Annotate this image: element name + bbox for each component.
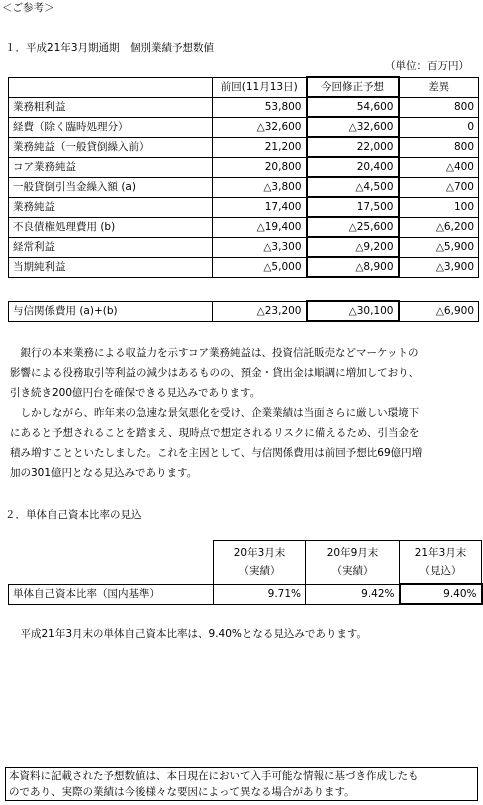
row-label: 不良債権処理費用 (b) bbox=[9, 217, 213, 237]
row-curr-value: △32,600 bbox=[307, 117, 399, 137]
col-header-line: （見込） bbox=[419, 565, 462, 577]
capital-ratio-a: 9.71% bbox=[214, 584, 306, 604]
row-prev-value: △3,800 bbox=[213, 177, 307, 197]
disclaimer-box bbox=[5, 767, 478, 801]
text-line: 積み増すことといたしました。これを主因として、与信関係費用は前回予想比69億円増 bbox=[10, 447, 423, 459]
row-curr-value: 20,400 bbox=[307, 157, 399, 177]
row-label: 業務純益（一般貸倒繰入前） bbox=[9, 137, 213, 157]
row-diff-value: 800 bbox=[399, 97, 479, 117]
text-line: 銀行の本来業務による収益力を示すコア業務純益は、投資信託販売などマーケットの bbox=[10, 347, 419, 359]
col-header-diff: 差異 bbox=[399, 77, 479, 97]
capital-ratio-label: 単体自己資本比率（国内基準） bbox=[9, 584, 214, 604]
reference-label: ＜ご参考＞ bbox=[2, 2, 55, 14]
paragraph-credit-cost bbox=[10, 403, 478, 483]
capital-ratio-table bbox=[8, 540, 483, 605]
paragraph-core-profit bbox=[10, 343, 478, 403]
col-header-line: （実績） bbox=[238, 565, 281, 578]
row-prev-value: 17,400 bbox=[213, 197, 307, 217]
row-prev-value: △32,600 bbox=[213, 117, 307, 137]
col-header-line: 20年3月末 bbox=[233, 547, 286, 560]
text-line: しかしながら、昨年来の急速な景気悪化を受け、企業業績は当面さらに厳しい環境下 bbox=[10, 407, 420, 419]
table-row bbox=[9, 97, 479, 117]
row-curr-value: 22,000 bbox=[307, 137, 399, 157]
row-prev-value: 20,800 bbox=[213, 157, 307, 177]
col-header-line: （実績） bbox=[331, 565, 374, 578]
col-header-sep-2008 bbox=[306, 541, 400, 585]
col-header-curr: 今回修正予想 bbox=[307, 77, 399, 97]
row-curr-value: △9,200 bbox=[307, 237, 399, 257]
text-line: 加の301億円となる見込みであります。 bbox=[10, 467, 198, 479]
table-row bbox=[9, 257, 479, 277]
text-line: 影響による役務取引等利益の減少はあるものの、預金・貸出金は順調に増加しており、 bbox=[10, 367, 420, 379]
header-blank bbox=[9, 77, 213, 97]
row-curr-value: △25,600 bbox=[307, 217, 399, 237]
table-row bbox=[9, 157, 479, 177]
row-diff-value: 100 bbox=[399, 197, 479, 217]
disclaimer-line: のであり、実際の業績は今後様々な要因によって異なる場合があります。 bbox=[9, 786, 355, 798]
col-header-prev: 前回(11月13日) bbox=[213, 77, 307, 97]
row-diff-value: △6,200 bbox=[399, 217, 479, 237]
row-label: 業務純益 bbox=[9, 197, 213, 217]
col-header-mar-2009 bbox=[400, 541, 482, 585]
table-row bbox=[9, 217, 479, 237]
row-diff-value: 0 bbox=[399, 117, 479, 137]
row-label: 当期純利益 bbox=[9, 257, 213, 277]
row-curr-value: △4,500 bbox=[307, 177, 399, 197]
row-curr-value: 54,600 bbox=[307, 97, 399, 117]
table-row bbox=[9, 177, 479, 197]
table-header-row bbox=[9, 541, 482, 585]
row-curr-value: 17,500 bbox=[307, 197, 399, 217]
table-row bbox=[9, 197, 479, 217]
forecast-table bbox=[8, 76, 479, 278]
row-label: 経常利益 bbox=[9, 237, 213, 257]
row-label: コア業務純益 bbox=[9, 157, 213, 177]
row-prev-value: △3,300 bbox=[213, 237, 307, 257]
row-label: 一般貸倒引当金繰入額 (a) bbox=[9, 177, 213, 197]
row-diff-value: △3,900 bbox=[399, 257, 479, 277]
unit-label: （単位：百万円） bbox=[385, 60, 469, 72]
row-diff-value: △400 bbox=[399, 157, 479, 177]
row-prev-value: 21,200 bbox=[213, 137, 307, 157]
credit-cost-label: 与信関係費用 (a)+(b) bbox=[9, 301, 213, 321]
table-row bbox=[9, 117, 479, 137]
table-row bbox=[9, 584, 482, 604]
credit-cost-table bbox=[8, 300, 479, 322]
table-row bbox=[9, 301, 479, 321]
table-row bbox=[9, 137, 479, 157]
row-prev-value: 53,800 bbox=[213, 97, 307, 117]
text-line: にあると予想されることを踏まえ、現時点で想定されるリスクに備えるため、引当金を bbox=[10, 427, 420, 439]
text-line: 引き続き200億円台を確保できる見込みであります。 bbox=[10, 387, 261, 399]
section1-title: １．平成21年3月期通期 個別業績予想数値 bbox=[5, 42, 215, 54]
capital-ratio-paragraph: 平成21年3月末の単体自己資本比率は、9.40%となる見込みであります。 bbox=[10, 628, 368, 640]
table-row bbox=[9, 237, 479, 257]
row-diff-value: △5,900 bbox=[399, 237, 479, 257]
table-header-row bbox=[9, 77, 479, 97]
row-prev-value: △19,400 bbox=[213, 217, 307, 237]
col-header-line: 21年3月末 bbox=[414, 547, 467, 559]
col-header-mar-2008 bbox=[214, 541, 306, 585]
header-blank bbox=[9, 541, 214, 585]
disclaimer-line: 本資料に記載された予想数値は、本日現在において入手可能な情報に基づき作成したも bbox=[9, 770, 419, 782]
credit-cost-curr: △30,100 bbox=[307, 301, 399, 321]
row-prev-value: △5,000 bbox=[213, 257, 307, 277]
capital-ratio-b: 9.42% bbox=[306, 584, 400, 604]
row-diff-value: △700 bbox=[399, 177, 479, 197]
credit-cost-prev: △23,200 bbox=[213, 301, 307, 321]
row-diff-value: 800 bbox=[399, 137, 479, 157]
row-curr-value: △8,900 bbox=[307, 257, 399, 277]
section2-title: ２．単体自己資本比率の見込 bbox=[5, 509, 142, 521]
col-header-line: 20年9月末 bbox=[326, 547, 379, 560]
capital-ratio-c: 9.40% bbox=[400, 584, 482, 604]
row-label: 業務粗利益 bbox=[9, 97, 213, 117]
credit-cost-diff: △6,900 bbox=[399, 301, 479, 321]
row-label: 経費（除く臨時処理分） bbox=[9, 117, 213, 137]
